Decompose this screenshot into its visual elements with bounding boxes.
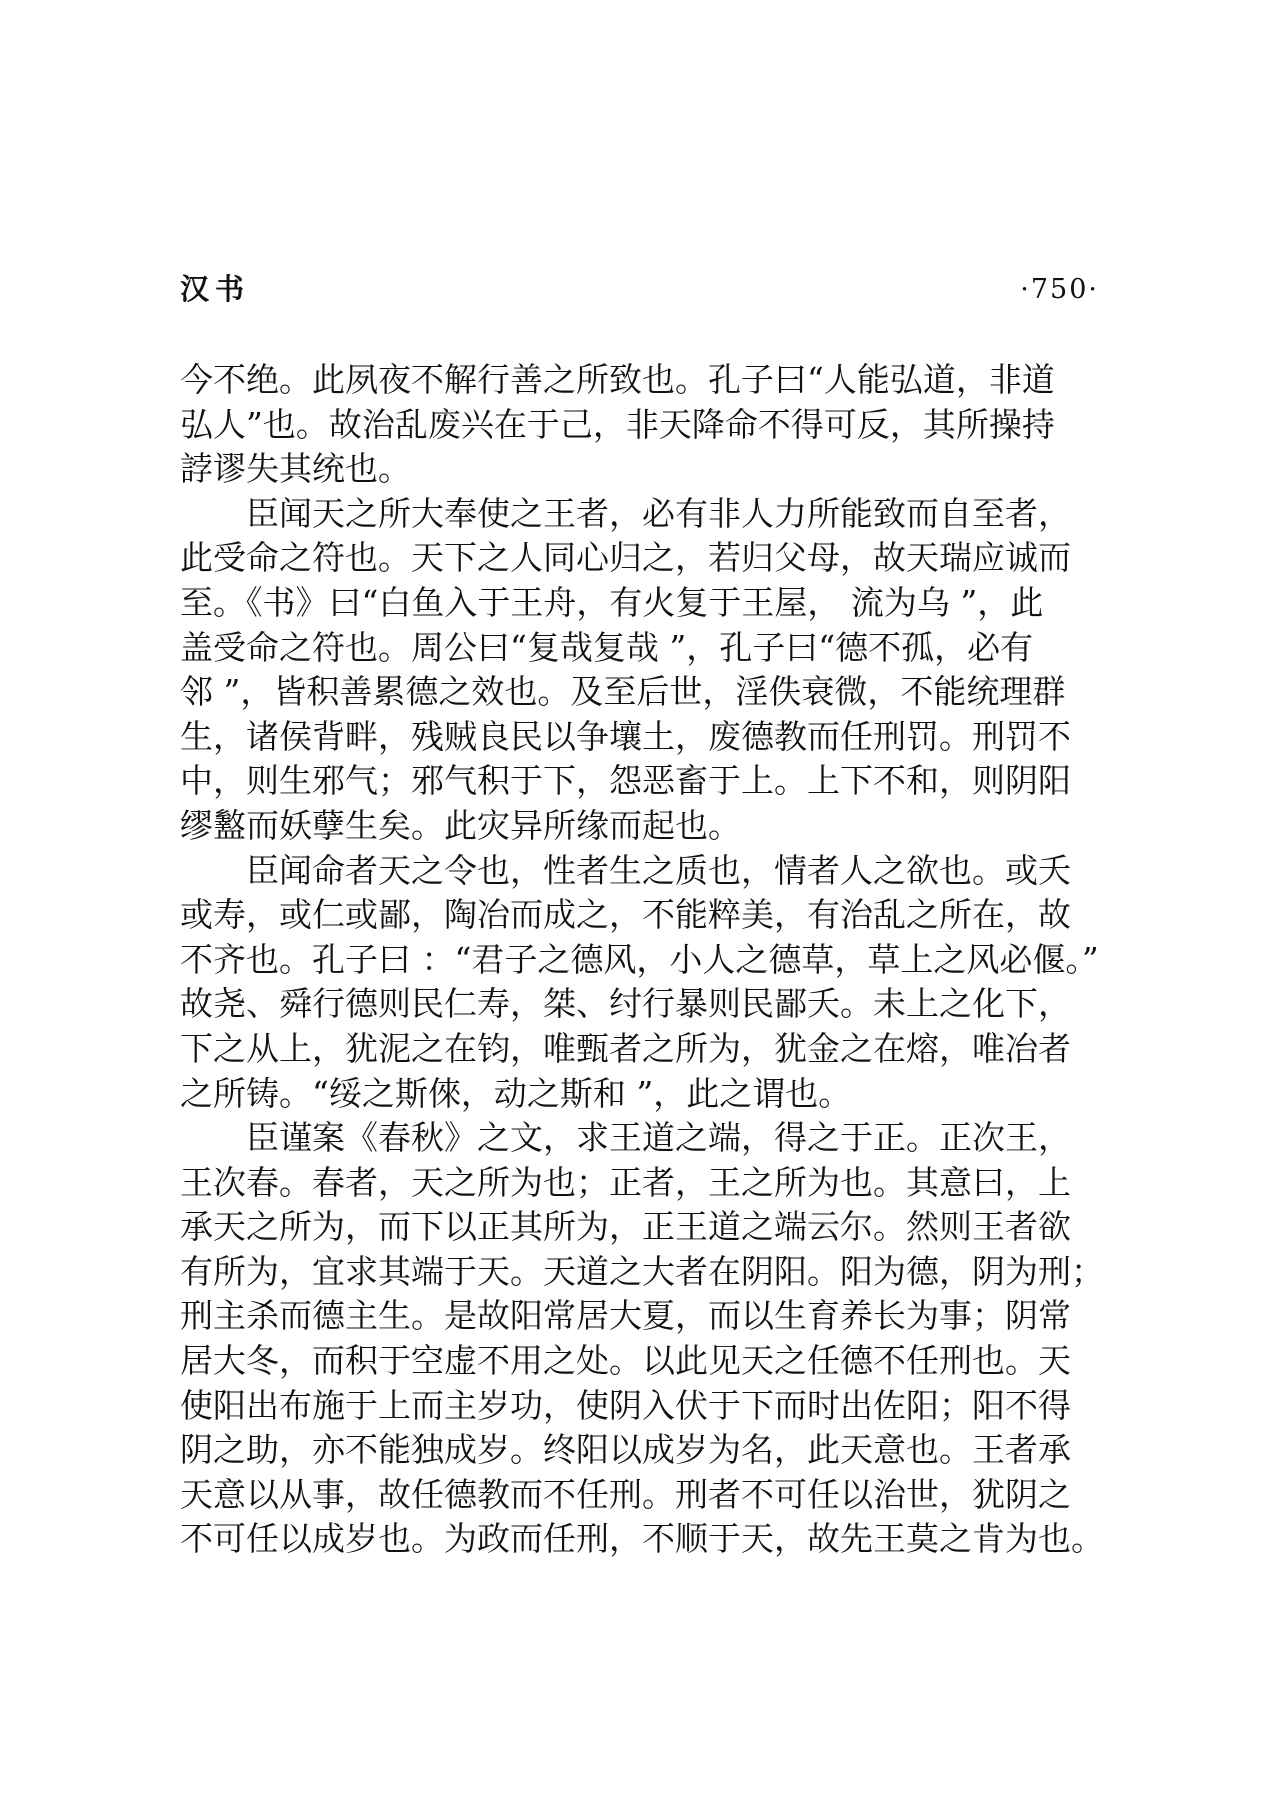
- text-line: 生，诸侯背畔，残贼良民以争壤土，废德教而任刑罚。刑罚不: [180, 716, 1071, 756]
- text-line: 此受命之符也。天下之人同心归之，若归父母，故天瑞应诚而: [180, 538, 1071, 578]
- text-line: 天意以从事，故任德教而不任刑。刑者不可任以治世，犹阴之: [180, 1474, 1071, 1514]
- text-line: 或寿，或仁或鄙，陶冶而成之，不能粹美，有治乱之所在，故: [180, 895, 1071, 935]
- text-line: 邻 ”，皆积善累德之效也。及至后世，淫佚衰微，不能统理群: [180, 672, 1066, 712]
- text-line: 王次春。春者，天之所为也；正者，王之所为也。其意曰，上: [180, 1162, 1071, 1202]
- text-line: 有所为，宜求其端于天。天道之大者在阴阳。阳为德，阴为刑；: [180, 1251, 1104, 1291]
- body-text: [180, 358, 1104, 1562]
- text-line: 承天之所为，而下以正其所为，正王道之端云尔。然则王者欲: [180, 1207, 1071, 1247]
- text-line: 不可任以成岁也。为政而任刑，不顺于天，故先王莫之肯为也。: [180, 1519, 1104, 1559]
- text-line: 缪盭而妖孽生矣。此灾异所缘而起也。: [180, 805, 741, 845]
- text-line: 使阳出布施于上而主岁功，使阴入伏于下而时出佐阳；阳不得: [180, 1385, 1071, 1425]
- text-line: 下之从上，犹泥之在钧，唯甄者之所为，犹金之在熔，唯冶者: [180, 1028, 1071, 1068]
- text-line: 誖谬失其统也。: [180, 449, 411, 489]
- text-line: 不齐也。孔子曰 ：“君子之德风，小人之德草，草上之风必偃。”: [180, 939, 1099, 979]
- text-line: 居大冬，而积于空虚不用之处。以此见天之任德不任刑也。天: [180, 1341, 1071, 1381]
- text-line: 弘人”也。故治乱废兴在于己，非天降命不得可反，其所操持: [180, 404, 1055, 444]
- text-line: 臣谨案《春秋》之文，求王道之端，得之于正。正次王，: [246, 1118, 1071, 1158]
- text-line: 盖受命之符也。周公曰“复哉复哉 ”，孔子曰“德不孤，必有: [180, 627, 1034, 667]
- text-line: 故尧、舜行德则民仁寿，桀、纣行暴则民鄙夭。未上之化下，: [180, 984, 1071, 1024]
- text-line: 阴之助，亦不能独成岁。终阳以成岁为名，此天意也。王者承: [180, 1430, 1071, 1470]
- text-line: 至。《书》曰“白鱼入于王舟，有火复于王屋， 流为乌 ”，此: [180, 582, 1044, 622]
- text-line: 之所铸。“绥之斯倈，动之斯和 ”，此之谓也。: [180, 1073, 852, 1113]
- text-line: 今不绝。此夙夜不解行善之所致也。孔子曰“人能弘道，非道: [180, 360, 1055, 399]
- text-line: 刑主杀而德主生。是故阳常居大夏，而以生育养长为事；阴常: [180, 1296, 1071, 1336]
- text-line: 臣闻天之所大奉使之王者，必有非人力所能致而自至者，: [246, 493, 1071, 533]
- text-line: 中，则生邪气；邪气积于下，怨恶畜于上。上下不和，则阴阳: [180, 761, 1071, 801]
- text-line: 臣闻命者天之令也，性者生之质也，情者人之欲也。或夭: [246, 850, 1071, 890]
- page-number: ·750·: [1020, 274, 1099, 305]
- running-title: 汉书: [180, 272, 251, 306]
